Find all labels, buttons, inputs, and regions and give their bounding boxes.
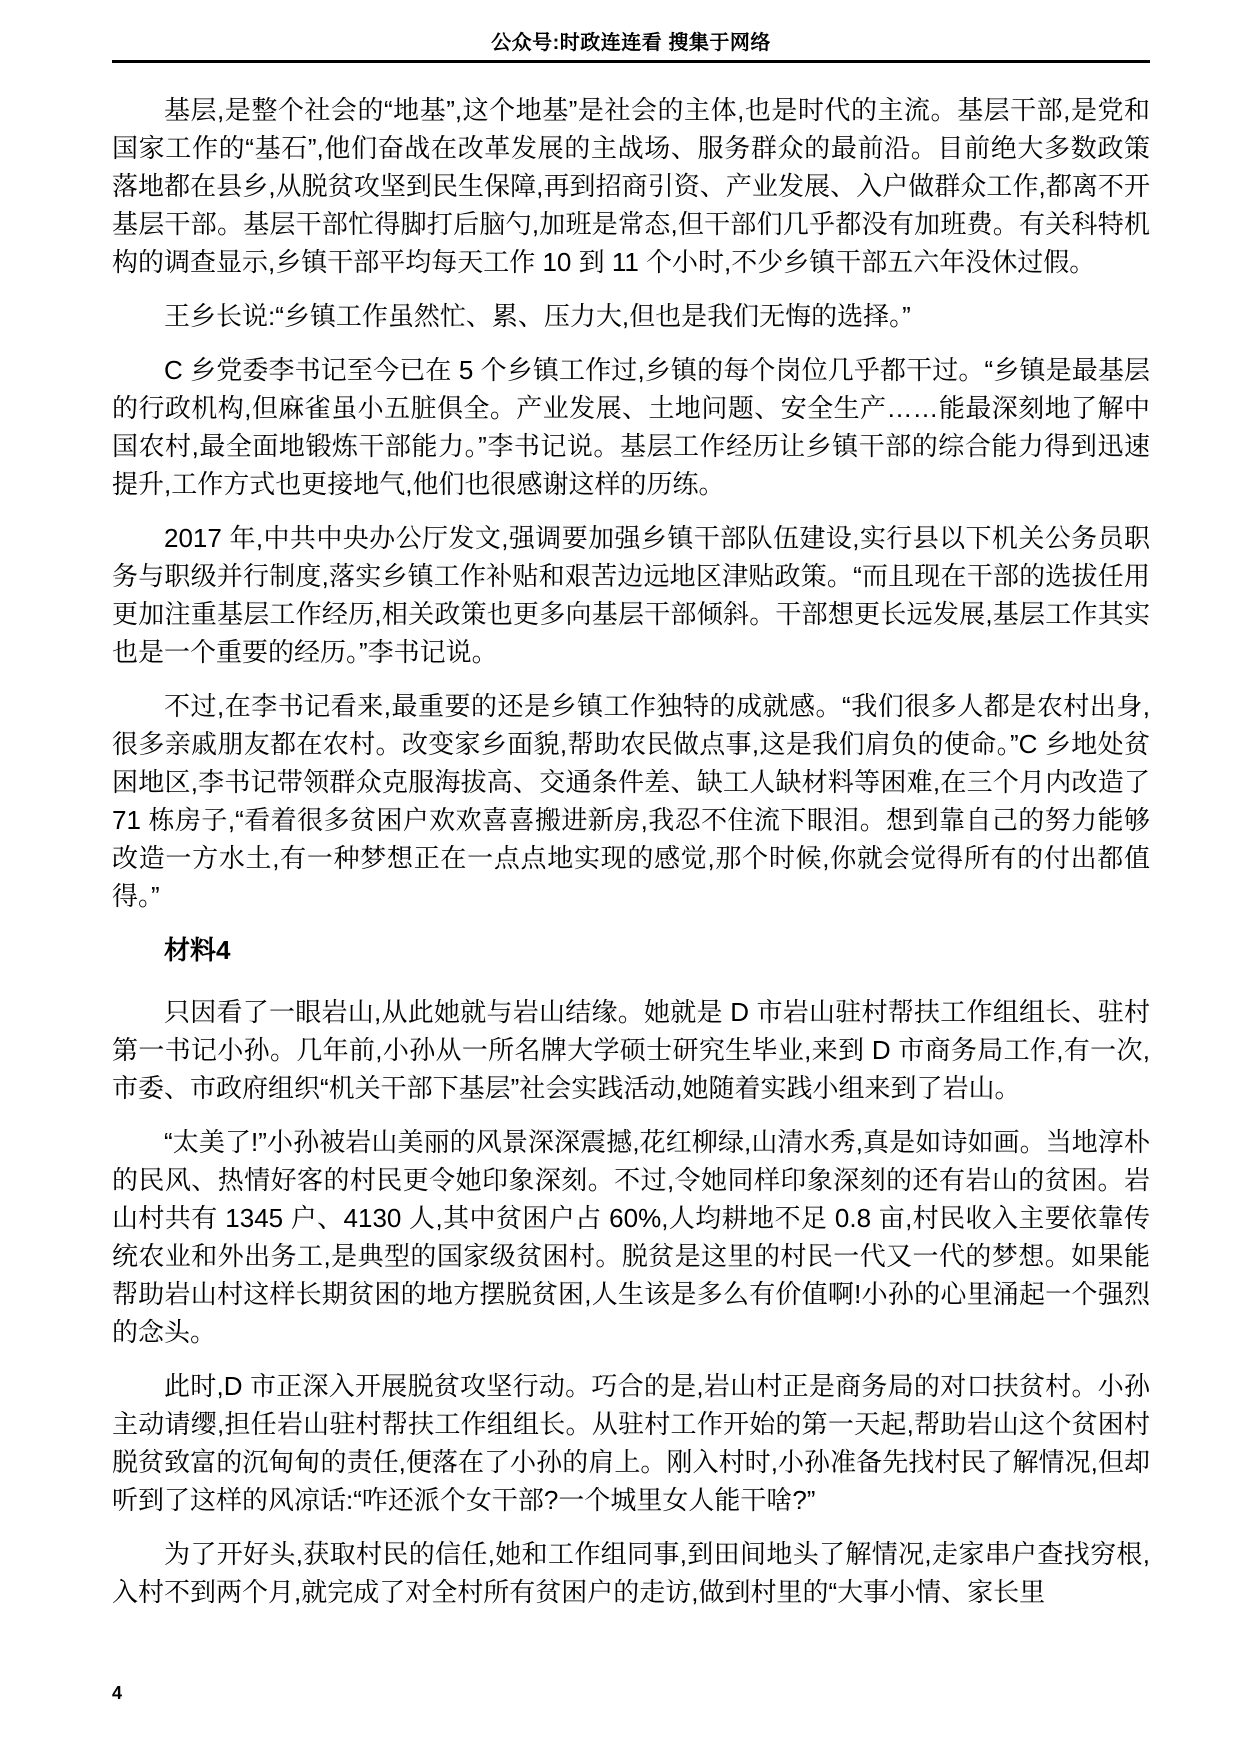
header-divider: [112, 60, 1150, 63]
paragraph: 只因看了一眼岩山,从此她就与岩山结缘。她就是 D 市岩山驻村帮扶工作组组长、驻村第一书记小孙。几年前,小孙从一所名牌大学硕士研究生毕业,来到 D 市商务局工作,有一次,市委、市政府组织“机关干部下基层”社会实践活动,她随着实践小组来到了岩山。: [112, 997, 1150, 1103]
paragraph: C 乡党委李书记至今已在 5 个乡镇工作过,乡镇的每个岗位几乎都干过。“乡镇是最基层的行政机构,但麻雀虽小五脏俱全。产业发展、土地问题、安全生产……能最深刻地了解中国农村,最全面地锻炼干部能力。”李书记说。基层工作经历让乡镇干部的综合能力得到迅速提升,工作方式也更接地气,他们也很感谢这样的历练。: [112, 355, 1150, 499]
paragraph: 基层,是整个社会的“地基”,这个地基”是社会的主体,也是时代的主流。基层干部,是党和国家工作的“基石”,他们奋战在改革发展的主战场、服务群众的最前沿。目前绝大多数政策落地都在县乡,从脱贫攻坚到民生保障,再到招商引资、产业发展、入户做群众工作,都离不开基层干部。基层干部忙得脚打后脑勺,加班是常态,但干部们几乎都没有加班费。有关科特机构的调查显示,乡镇干部平均每天工作 10 到 11 个小时,不少乡镇干部五六年没休过假。: [112, 95, 1150, 277]
paragraph: “太美了!”小孙被岩山美丽的风景深深震撼,花红柳绿,山清水秀,真是如诗如画。当地淳朴的民风、热情好客的村民更令她印象深刻。不过,令她同样印象深刻的还有岩山的贫困。岩山村共有 1345 户、4130 人,其中贫困户占 60%,人均耕地不足 0.8 亩,村民收入主要依靠传统农业和外出务工,是典型的国家级贫困村。脱贫是这里的村民一代又一代的梦想。如果能帮助岩山村这样长期贫困的地方摆脱贫困,人生该是多么有价值啊!小孙的心里涌起一个强烈的念头。: [112, 1127, 1150, 1347]
paragraph: 此时,D 市正深入开展脱贫攻坚行动。巧合的是,岩山村正是商务局的对口扶贫村。小孙主动请缨,担任岩山驻村帮扶工作组组长。从驻村工作开始的第一天起,帮助岩山这个贫困村脱贫致富的沉甸甸的责任,便落在了小孙的肩上。刚入村时,小孙准备先找村民了解情况,但却听到了这样的风凉话:“咋还派个女干部?一个城里女人能干啥?”: [112, 1371, 1150, 1515]
paragraph: 2017 年,中共中央办公厅发文,强调要加强乡镇干部队伍建设,实行县以下机关公务员职务与职级并行制度,落实乡镇工作补贴和艰苦边远地区津贴政策。“而且现在干部的选拔任用更加注重基层工作经历,相关政策也更多向基层干部倾斜。干部想更长远发展,基层工作其实也是一个重要的经历。”李书记说。: [112, 523, 1150, 667]
paragraph: 为了开好头,获取村民的信任,她和工作组同事,到田间地头了解情况,走家串户查找穷根,入村不到两个月,就完成了对全村所有贫困户的走访,做到村里的“大事小情、家长里: [112, 1539, 1150, 1607]
page-number: 4: [112, 1683, 123, 1703]
paragraph: 王乡长说:“乡镇工作虽然忙、累、压力大,但也是我们无悔的选择。”: [164, 301, 911, 331]
header-title: 公众号:时政连连看 搜集于网络: [491, 32, 771, 54]
page-header: [112, 0, 1150, 63]
document-body: [112, 91, 1150, 1611]
material-4-heading: 材料4: [164, 935, 231, 965]
paragraph: 不过,在李书记看来,最重要的还是乡镇工作独特的成就感。“我们很多人都是农村出身,很多亲戚朋友都在农村。改变家乡面貌,帮助农民做点事,这是我们肩负的使命。”C 乡地处贫困地区,李书记带领群众克服海拔高、交通条件差、缺工人缺材料等困难,在三个月内改造了 71 栋房子,“看着很多贫困户欢欢喜喜搬进新房,我忍不住流下眼泪。想到靠自己的努力能够改造一方水土,有一种梦想正在一点点地实现的感觉,那个时候,你就会觉得所有的付出都值得。”: [112, 691, 1150, 911]
